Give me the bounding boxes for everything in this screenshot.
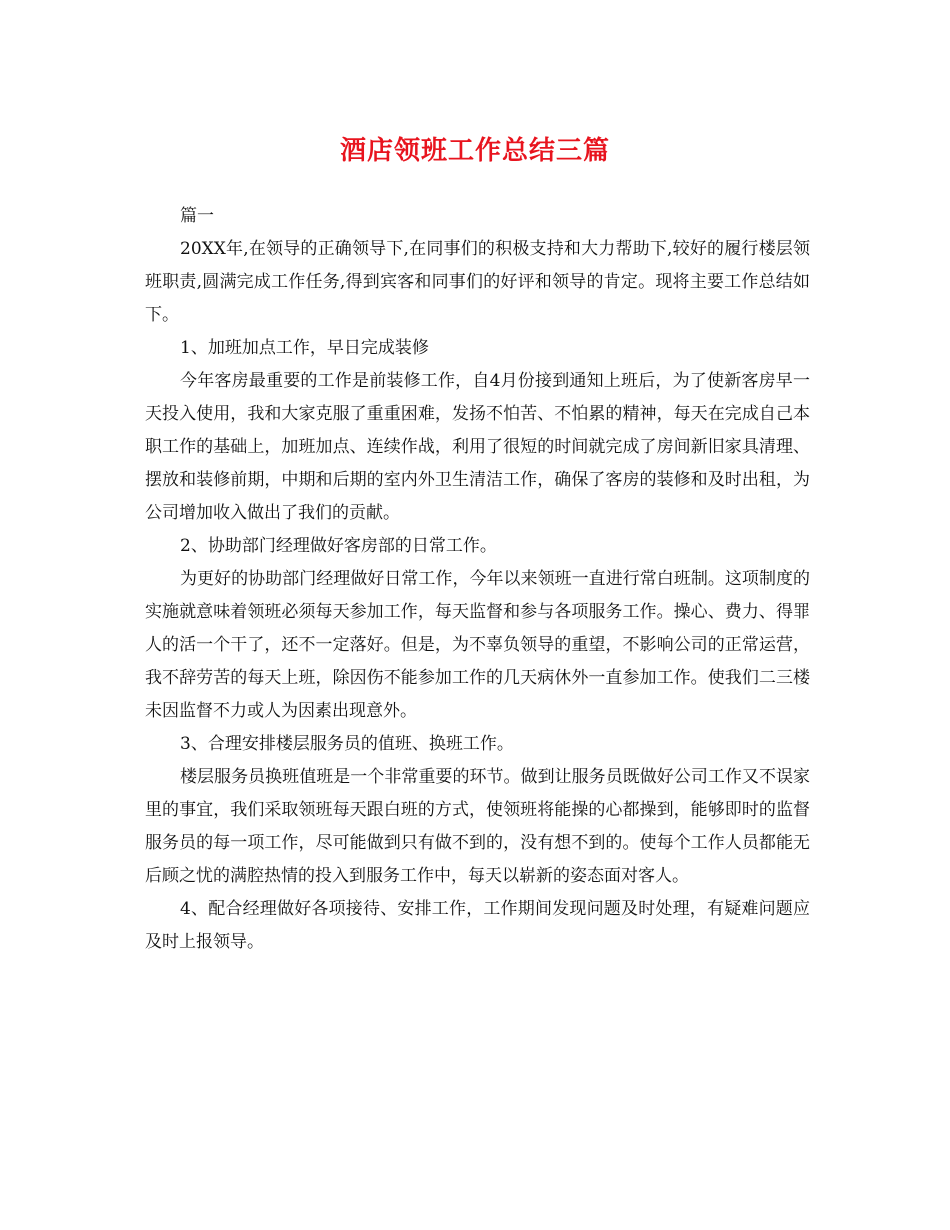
paragraph-intro: 20XX年,在领导的正确领导下,在同事们的积极支持和大力帮助下,较好的履行楼层领班职责,圆满完成工作任务,得到宾客和同事们的好评和领导的肯定。现将主要工作总结如下。 [145,239,810,325]
item-heading-1: 1、加班加点工作，早日完成装修 [180,338,429,358]
item-heading-3: 3、合理安排楼层服务员的值班、换班工作。 [180,734,514,754]
paragraph-item-1: 今年客房最重要的工作是前装修工作，自4月份接到通知上班后，为了使新客房早一天投入使用，我和大家克服了重重困难，发扬不怕苦、不怕累的精神，每天在完成自己本职工作的基础上，加班加点、连续作战，利用了很短的时间就完成了房间新旧家具清理、摆放和装修前期，中期和后期的室内外卫生清洁工作，确保了客房的装修和及时出租，为公司增加收入做出了我们的贡献。 [145,371,810,523]
document-title: 酒店领班工作总结三篇 [339,136,610,166]
document-body [145,200,810,959]
item-heading-4: 4、配合经理做好各项接待、安排工作，工作期间发现问题及时处理，有疑难问题应及时上报领导。 [145,899,810,952]
section-heading-part-one: 篇一 [180,206,214,226]
paragraph-item-2: 为更好的协助部门经理做好日常工作，今年以来领班一直进行常白班制。这项制度的实施就意味着领班必须每天参加工作，每天监督和参与各项服务工作。操心、费力、得罪人的活一个干了，还不一定落好。但是，为不辜负领导的重望，不影响公司的正常运营，我不辞劳苦的每天上班，除因伤不能参加工作的几天病休外一直参加工作。使我们二三楼未因监督不力或人为因素出现意外。 [145,569,810,721]
item-heading-2: 2、协助部门经理做好客房部的日常工作。 [180,536,497,556]
paragraph-item-3: 楼层服务员换班值班是一个非常重要的环节。做到让服务员既做好公司工作又不误家里的事宜，我们采取领班每天跟白班的方式，使领班将能操的心都操到，能够即时的监督服务员的每一项工作，尽可能做到只有做不到的，没有想不到的。使每个工作人员都能无后顾之忧的满腔热情的投入到服务工作中，每天以崭新的姿态面对客人。 [145,767,810,886]
